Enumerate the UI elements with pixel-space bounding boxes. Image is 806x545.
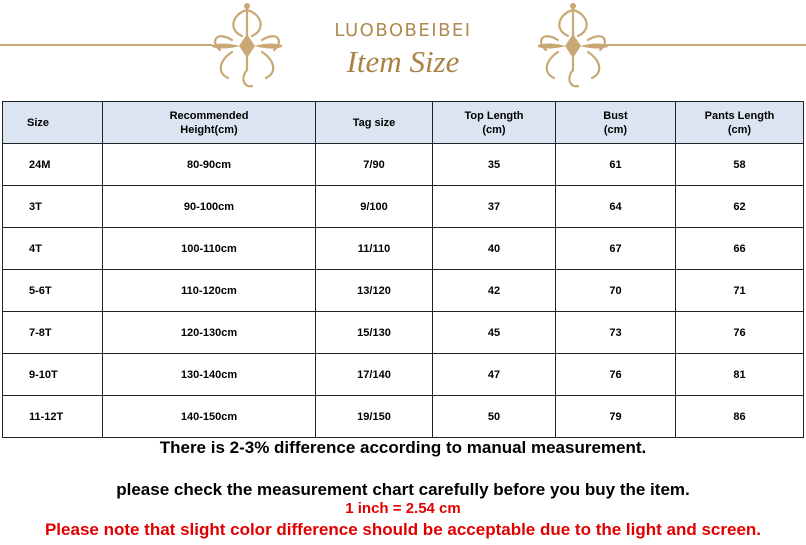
cell-top-length: 42 — [433, 270, 556, 312]
cell-tag-size: 9/100 — [316, 186, 433, 228]
column-header-pants-length: Pants Length (cm) — [676, 102, 804, 144]
decorative-rule-left — [0, 44, 212, 46]
table-row — [3, 144, 804, 186]
size-chart-header — [0, 0, 806, 96]
inch-conversion-note: 1 inch = 2.54 cm — [345, 500, 461, 517]
cell-tag-size: 15/130 — [316, 312, 433, 354]
column-header-top-length: Top Length (cm) — [433, 102, 556, 144]
cell-size: 9-10T — [3, 354, 103, 396]
cell-height: 140-150cm — [103, 396, 316, 438]
cell-bust: 70 — [556, 270, 676, 312]
fleur-ornament-icon — [528, 0, 618, 92]
table-row — [3, 186, 804, 228]
cell-pants-length: 76 — [676, 312, 804, 354]
cell-tag-size: 7/90 — [316, 144, 433, 186]
cell-top-length: 35 — [433, 144, 556, 186]
cell-pants-length: 71 — [676, 270, 804, 312]
column-header-bust: Bust (cm) — [556, 102, 676, 144]
cell-pants-length: 86 — [676, 396, 804, 438]
page-title: Item Size — [346, 44, 460, 79]
cell-height: 120-130cm — [103, 312, 316, 354]
cell-pants-length: 81 — [676, 354, 804, 396]
cell-tag-size: 17/140 — [316, 354, 433, 396]
cell-bust: 79 — [556, 396, 676, 438]
column-header-height: Recommended Height(cm) — [103, 102, 316, 144]
table-header-row — [3, 102, 804, 144]
cell-bust: 61 — [556, 144, 676, 186]
cell-size: 5-6T — [3, 270, 103, 312]
cell-size: 24M — [3, 144, 103, 186]
cell-size: 7-8T — [3, 312, 103, 354]
cell-height: 110-120cm — [103, 270, 316, 312]
cell-height: 80-90cm — [103, 144, 316, 186]
cell-top-length: 40 — [433, 228, 556, 270]
cell-size: 3T — [3, 186, 103, 228]
table-row — [3, 312, 804, 354]
cell-bust: 73 — [556, 312, 676, 354]
cell-pants-length: 58 — [676, 144, 804, 186]
table-row — [3, 396, 804, 438]
cell-top-length: 45 — [433, 312, 556, 354]
cell-pants-length: 62 — [676, 186, 804, 228]
cell-height: 130-140cm — [103, 354, 316, 396]
cell-pants-length: 66 — [676, 228, 804, 270]
cell-tag-size: 11/110 — [316, 228, 433, 270]
cell-size: 11-12T — [3, 396, 103, 438]
cell-top-length: 47 — [433, 354, 556, 396]
cell-bust: 76 — [556, 354, 676, 396]
cell-bust: 64 — [556, 186, 676, 228]
decorative-rule-right — [592, 44, 806, 46]
color-difference-note: Please note that slight color difference should be acceptable due to the light and screen. — [44, 520, 762, 539]
column-header-tag-size: Tag size — [316, 102, 433, 144]
cell-top-length: 50 — [433, 396, 556, 438]
cell-top-length: 37 — [433, 186, 556, 228]
size-table — [2, 101, 804, 438]
cell-height: 90-100cm — [103, 186, 316, 228]
cell-height: 100-110cm — [103, 228, 316, 270]
column-header-size: Size — [3, 102, 103, 144]
cell-size: 4T — [3, 228, 103, 270]
measurement-difference-note: There is 2-3% difference according to manual measurement. — [159, 438, 647, 457]
cell-tag-size: 13/120 — [316, 270, 433, 312]
cell-bust: 67 — [556, 228, 676, 270]
brand-name: LUOBOBEIBEI — [334, 20, 472, 41]
check-chart-note: please check the measurement chart carefully before you buy the item. — [116, 480, 690, 499]
table-row — [3, 270, 804, 312]
table-row — [3, 228, 804, 270]
table-row — [3, 354, 804, 396]
fleur-ornament-icon — [202, 0, 292, 92]
cell-tag-size: 19/150 — [316, 396, 433, 438]
